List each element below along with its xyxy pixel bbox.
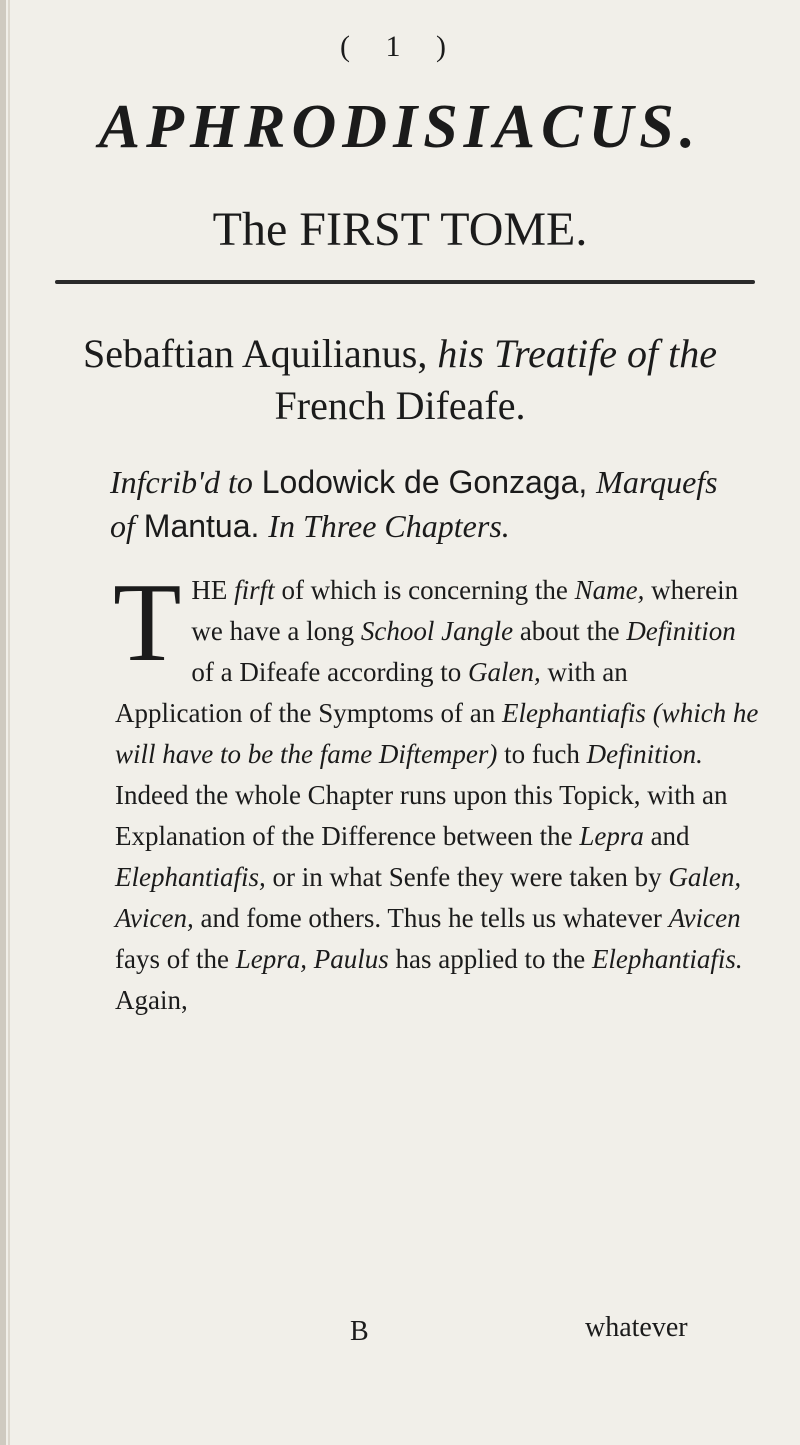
body-text: and [650,821,690,851]
body-italic: Galen, [468,657,541,687]
body-italic: Definition. [586,739,703,769]
tome-subtitle: The FIRST TOME. [212,203,588,256]
heading-roman: French Difeafe. [274,383,526,428]
body-text: with an Application of the Symptoms of an [115,657,628,728]
signature-mark: B [350,1316,369,1347]
body-text: and fome others. Thus he tells us whatever [200,903,662,933]
divider-rule [55,280,755,284]
chapter-heading [0,328,800,432]
body-italic: Lepra, Paulus [235,944,389,974]
body-text: of which is concerning the [281,575,568,605]
body-italic: Elephantiafis, [115,862,266,892]
body-italic: Elephantiafis. [591,944,743,974]
body-text: or in what Senfe they were taken by [272,862,662,892]
body-text: of a Difeafe according to [191,657,462,687]
body-text: HE [191,575,228,605]
body-italic: School Jangle [360,616,514,646]
body-italic: firft [234,575,275,605]
body-italic: Lepra [579,821,644,851]
body-text: to fuch [504,739,580,769]
body-italic: Definition [626,616,736,646]
body-text: fays of the [115,944,229,974]
body-text: Again, [115,985,188,1015]
body-text: wherein we have a long [191,575,739,646]
heading-italic: his Treatife of the [437,331,718,376]
body-italic: Galen, Avicen, [115,862,742,933]
dedication-italic-1: Infcrib'd to [110,464,253,500]
dedication-roman-2: Mantua. [143,508,260,544]
body-italic: Avicen [668,903,741,933]
body-text: Indeed the whole Chapter runs upon this Topick, with an Explanation of the Difference between the [115,780,728,851]
body-text: has applied to the [395,944,586,974]
dedication-roman-1: Lodowick de Gonzaga, [261,464,588,500]
catchword: whatever [585,1312,688,1343]
body-paragraph [113,561,760,1021]
body-italic: Name, [574,575,645,605]
page-number: ( 1 ) [340,30,460,63]
drop-cap: T [113,561,182,685]
heading-author: Sebaftian Aquilianus, [82,331,428,376]
dedication-italic-3: In Three Chapters. [268,508,510,544]
body-italic: Elephantiafis (which he will have to be the fame Diftemper) [115,698,759,769]
book-title: APHRODISIACUS. [98,93,702,161]
dedication-italic-2: Marquefs of [110,464,718,544]
body-text: about the [519,616,620,646]
dedication-line [110,460,730,548]
